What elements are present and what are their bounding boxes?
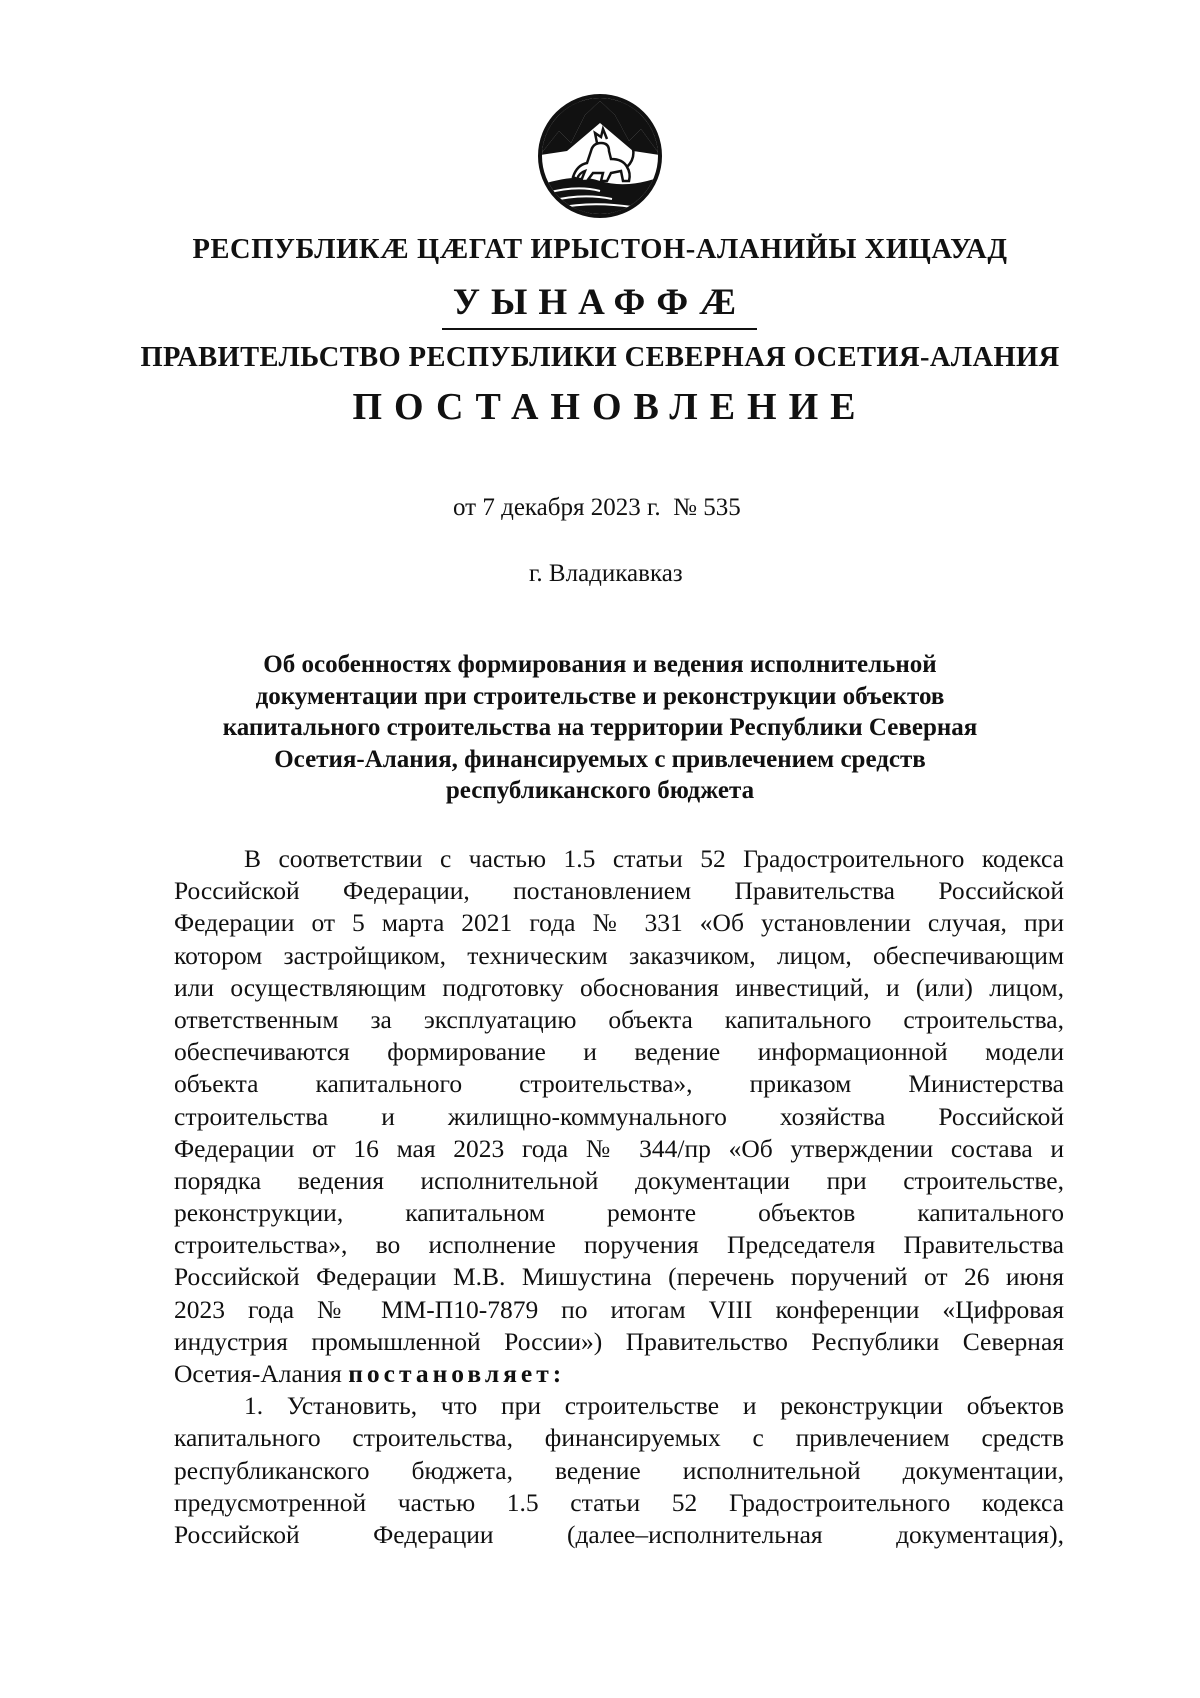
preamble-line: или осуществляющим подготовку обоснования инвестиций, и (или) лицом,: [174, 972, 1064, 1002]
preamble-line: Федерации от 5 марта 2021 года № 331 «Об установлении случая, при: [174, 908, 1064, 938]
document-city: г. Владикавказ: [529, 560, 683, 587]
title-line: документации при строительстве и реконструкции объектов: [255, 682, 945, 710]
preamble-line: 2023 года № ММ-П10-7879 по итогам VIII конференции «Цифровая: [174, 1294, 1064, 1324]
preamble-line: Российской Федерации М.В. Мишустина (перечень поручений от 26 июня: [174, 1262, 1064, 1292]
coat-of-arms-icon: [537, 93, 663, 219]
preamble-line: порядка ведения исполнительной документации при строительстве,: [174, 1165, 1064, 1195]
title-line: республиканского бюджета: [445, 777, 755, 804]
title-line: капитального строительства на территории Республики Северная: [222, 714, 978, 741]
preamble-line: Российской Федерации, постановлением Правительства Российской: [174, 876, 1064, 906]
title-line: Об особенностях формирования и ведения исполнительной: [263, 651, 937, 678]
preamble-closing-prefix: Осетия-Алания: [174, 1359, 349, 1388]
russian-government-heading: ПРАВИТЕЛЬСТВО РЕСПУБЛИКИ СЕВЕРНАЯ ОСЕТИЯ-АЛАНИЯ: [140, 342, 1060, 373]
preamble-line: ответственным за эксплуатацию объекта капитального строительства,: [174, 1004, 1064, 1034]
preamble-line: строительства», во исполнение поручения Председателя Правительства: [174, 1230, 1064, 1260]
preamble-line: реконструкции, капитальном ремонте объектов капитального: [174, 1198, 1064, 1228]
preamble-line: котором застройщиком, техническим заказчиком, лицом, обеспечивающим: [174, 940, 1064, 970]
title-line: Осетия-Алания, финансируемых с привлечением средств: [274, 745, 926, 773]
preamble-line: Федерации от 16 мая 2023 года № 344/пр «Об утверждении состава и: [174, 1133, 1064, 1163]
document-body: [174, 843, 1064, 1551]
item-1-line: предусмотренной частью 1.5 статьи 52 Градостроительного кодекса: [174, 1487, 1064, 1517]
preamble-line: индустрия промышленной России») Правительство Республики Северная: [174, 1326, 1064, 1356]
heading-divider: [442, 328, 757, 330]
document-date-number: от 7 декабря 2023 г. № 535: [453, 494, 741, 521]
preamble-line: объекта капитального строительства», приказом Министерства: [174, 1069, 1064, 1099]
item-1-line: Российской Федерации (далее–исполнительная документация),: [174, 1519, 1064, 1549]
russian-doc-type-heading: ПОСТАНОВЛЕНИЕ: [352, 386, 868, 428]
document-title: [150, 649, 1050, 807]
preamble-line: обеспечиваются формирование и ведение информационной модели: [174, 1037, 1064, 1067]
item-1-line: 1. Установить, что при строительстве и реконструкции объектов: [244, 1391, 1064, 1421]
preamble-line: В соответствии с частью 1.5 статьи 52 Градостроительного кодекса: [244, 844, 1064, 873]
preamble-closing-line: [174, 1358, 1064, 1390]
item-1-line: республиканского бюджета, ведение исполнительной документации,: [174, 1455, 1064, 1485]
ossetian-government-heading: РЕСПУБЛИКӔ ЦӔГАТ ИРЫСТОН-АЛАНИЙЫ ХИЦАУАД: [192, 234, 1008, 265]
preamble-line: строительства и жилищно-коммунального хозяйства Российской: [174, 1101, 1064, 1131]
item-1-line: капитального строительства, финансируемых с привлечением средств: [174, 1423, 1064, 1453]
decree-word: постановляет:: [348, 1359, 566, 1388]
ossetian-doc-type-heading: УЫНАФФӔ: [452, 282, 748, 323]
